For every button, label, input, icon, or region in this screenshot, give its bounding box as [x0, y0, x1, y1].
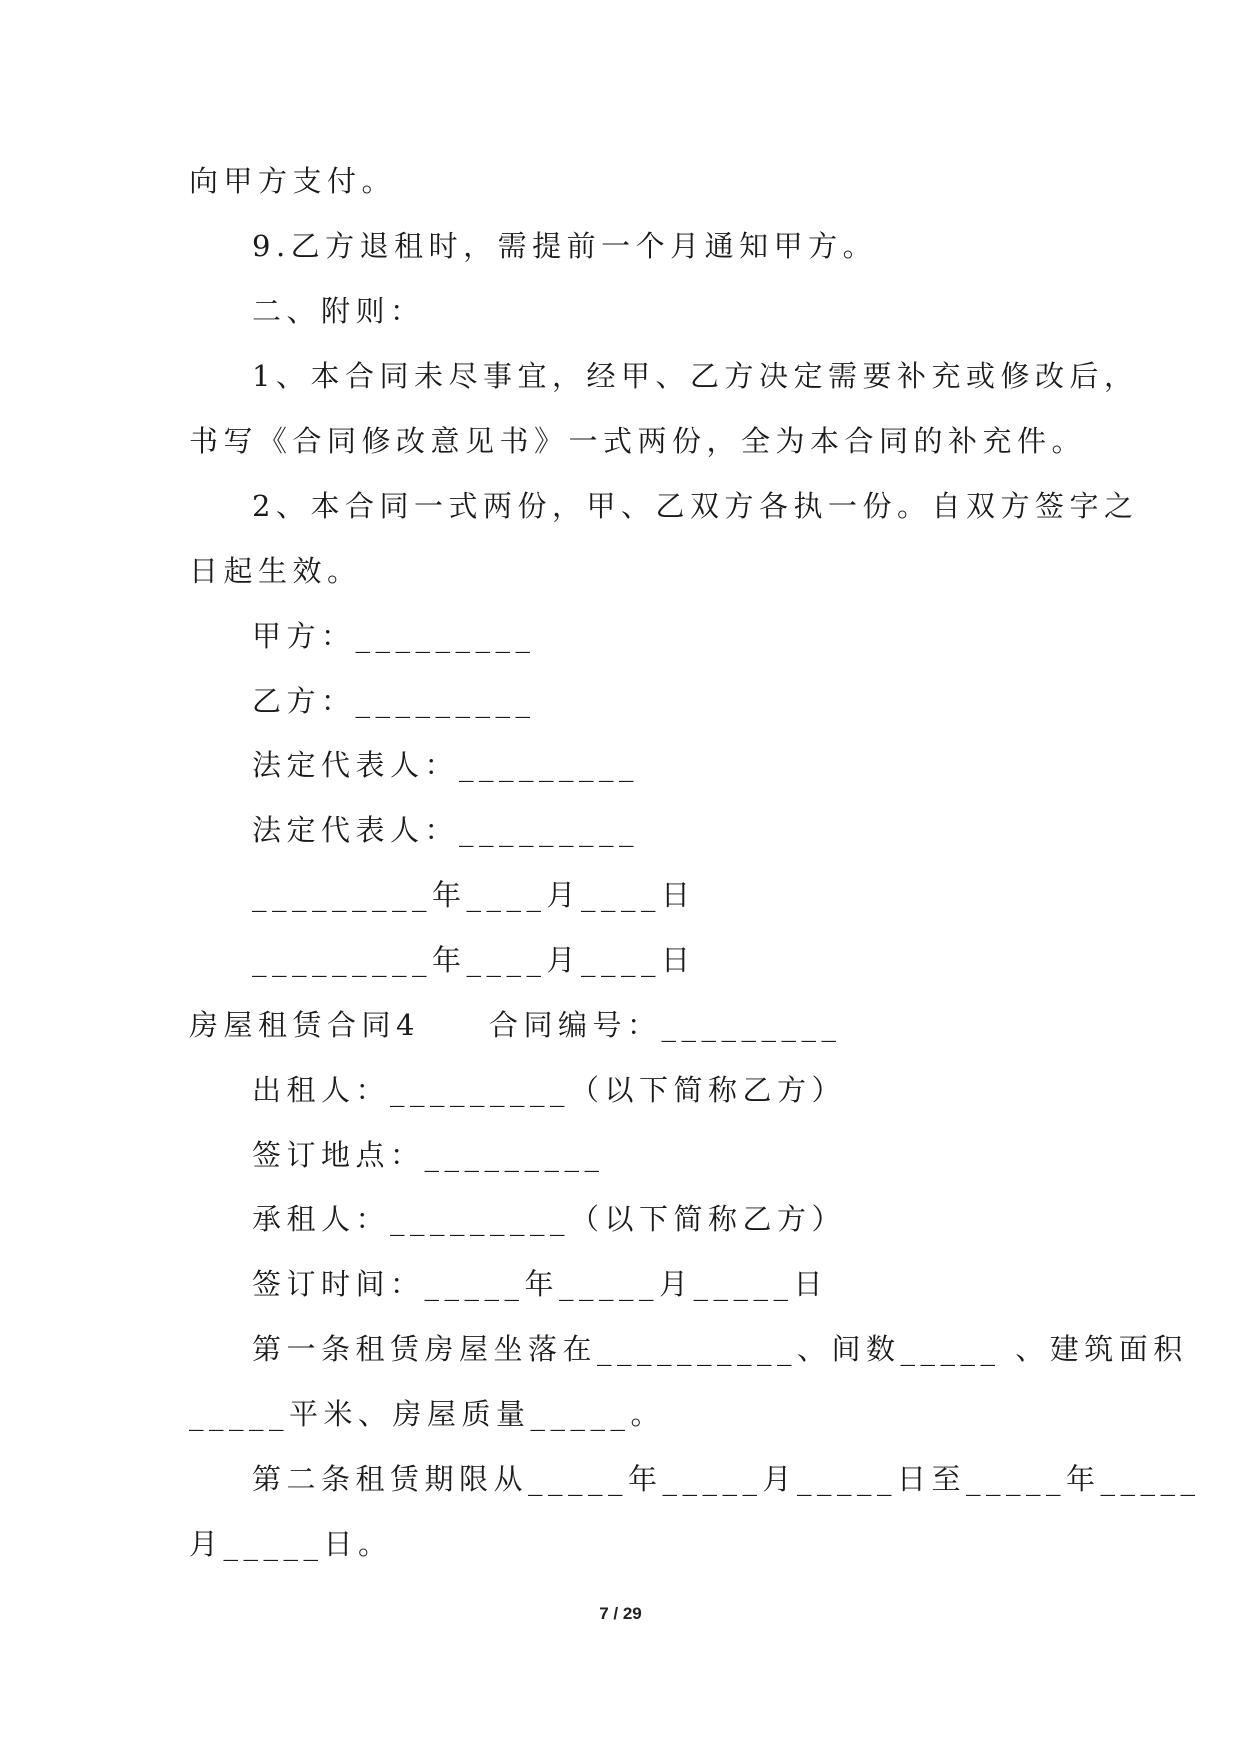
- paragraph-line: 书写《合同修改意见书》一式两份，全为本合同的补充件。: [189, 424, 1087, 458]
- page-number: 7 / 29: [599, 1604, 642, 1623]
- signature-line-party-a: 甲方：_________: [252, 619, 536, 653]
- lessor-line: 出租人：_________（以下简称乙方）: [252, 1073, 847, 1107]
- article-two-line: 月_____日。: [189, 1527, 393, 1561]
- article-two-line: 第二条租赁期限从_____年_____月_____日至_____年_____: [252, 1462, 1201, 1496]
- article-one-line: 第一条租赁房屋坐落在__________、间数_____ 、建筑面积: [252, 1332, 1188, 1366]
- signature-line-party-b: 乙方：_________: [252, 684, 536, 718]
- paragraph-line: 1、本合同未尽事宜，经甲、乙方决定需要补充或修改后，: [252, 359, 1139, 393]
- paragraph-line: 向甲方支付。: [189, 164, 397, 198]
- section-heading: 二、附则：: [252, 294, 425, 328]
- date-line: _________年____月____日: [252, 943, 696, 977]
- paragraph-line: 日起生效。: [189, 554, 362, 588]
- paragraph-line: 9.乙方退租时，需提前一个月通知甲方。: [252, 229, 878, 263]
- signing-place-line: 签订地点：_________: [252, 1138, 605, 1172]
- paragraph-line: 2、本合同一式两份，甲、乙双方各执一份。自双方签字之: [252, 489, 1139, 523]
- contract-title-line: 房屋租赁合同4 合同编号：_________: [189, 1008, 842, 1042]
- article-one-line: _____平米、房屋质量_____。: [189, 1397, 666, 1431]
- signing-time-line: 签订时间：_____年_____月_____日: [252, 1267, 829, 1301]
- lessee-line: 承租人：_________（以下简称乙方）: [252, 1202, 847, 1236]
- legal-representative-line: 法定代表人：_________: [252, 813, 640, 847]
- legal-representative-line: 法定代表人：_________: [252, 748, 640, 782]
- date-line: _________年____月____日: [252, 878, 696, 912]
